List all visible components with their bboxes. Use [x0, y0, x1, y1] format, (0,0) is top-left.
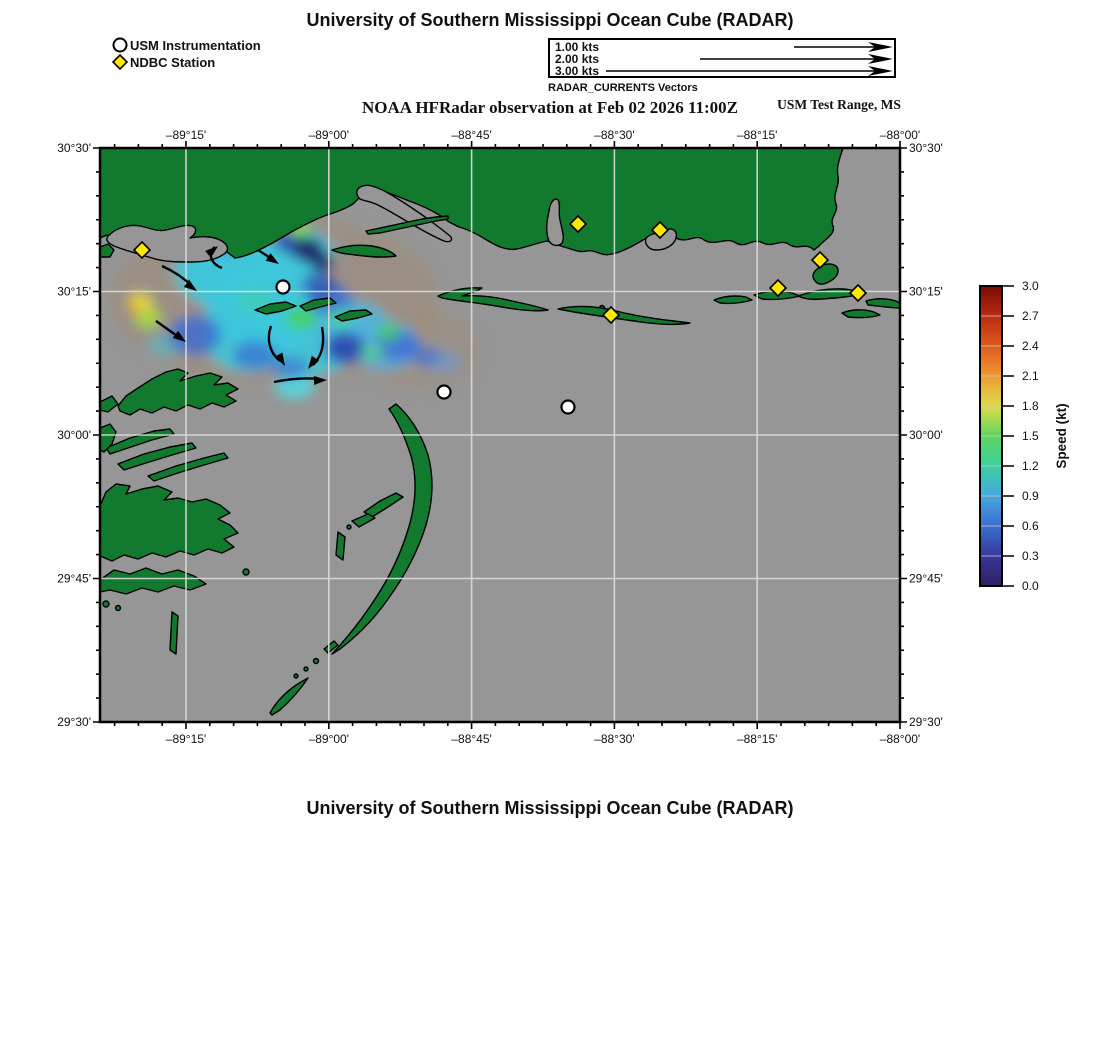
islet [170, 612, 178, 654]
cb-tick-label: 1.5 [1022, 429, 1039, 443]
islet [314, 659, 319, 664]
x-tick-label: –88°00' [879, 128, 921, 142]
cb-tick-label: 1.2 [1022, 459, 1039, 473]
y-tick-label: 29°45' [57, 571, 91, 586]
scale-row-3: 3.00 kts [555, 64, 600, 78]
region-label: USM Test Range, MS [777, 97, 901, 112]
y-tick-label: 30°15' [57, 284, 91, 299]
islet [336, 532, 345, 560]
x-tick-label: –88°15' [736, 128, 778, 142]
colorbar-tick-labels [1022, 279, 1039, 593]
cb-tick-label: 1.8 [1022, 399, 1039, 413]
x-tick-label: –88°30' [594, 732, 635, 746]
x-tick-label: –89°15' [165, 732, 207, 746]
islet [294, 674, 298, 678]
islet [304, 667, 308, 671]
x-tick-label: –88°15' [736, 732, 778, 746]
usm-instrument-marker [562, 401, 575, 414]
cb-tick-label: 0.0 [1022, 579, 1039, 593]
y-tick-label: 30°00' [909, 428, 943, 442]
bottom-title: University of Southern Mississippi Ocean Cube (RADAR) [306, 798, 794, 818]
islet [243, 569, 249, 575]
x-tick-label: –88°00' [879, 732, 921, 746]
cb-tick-label: 2.7 [1022, 309, 1039, 323]
legend-ndbc-label: NDBC Station [130, 55, 216, 70]
usm-instrument-marker [277, 281, 290, 294]
y-tick-label: 30°00' [57, 428, 91, 442]
x-tick-label: –88°30' [594, 128, 635, 142]
y-tick-label: 29°45' [909, 571, 943, 586]
top-title: University of Southern Mississippi Ocean Cube (RADAR) [306, 10, 794, 30]
usm-instrument-marker [438, 386, 451, 399]
cb-tick-label: 0.3 [1022, 549, 1039, 563]
colorbar [980, 279, 1069, 593]
cb-tick-label: 2.4 [1022, 339, 1039, 353]
x-tick-label: –88°45' [451, 128, 492, 142]
y-tick-label: 30°15' [909, 284, 943, 299]
x-tick-label: –89°00' [308, 732, 350, 746]
colorbar-ticks [1002, 286, 1014, 586]
y-tick-label: 29°30' [57, 715, 91, 729]
scale-row-1: 1.00 kts [555, 40, 600, 54]
scale-row-2: 2.00 kts [555, 52, 600, 66]
cb-tick-label: 3.0 [1022, 279, 1039, 293]
islet [116, 606, 121, 611]
islet [347, 525, 351, 529]
y-tick-label: 29°30' [909, 715, 943, 729]
map-subtitle: NOAA HFRadar observation at Feb 02 2026 11:00Z [361, 98, 739, 117]
colorbar-title: Speed (kt) [1054, 403, 1069, 469]
cb-tick-label: 2.1 [1022, 369, 1039, 383]
cb-tick-label: 0.9 [1022, 489, 1039, 503]
x-tick-label: –89°00' [308, 128, 350, 142]
x-tick-label: –88°45' [451, 732, 492, 746]
y-tick-label: 30°30' [57, 141, 91, 155]
y-tick-label: 30°30' [909, 141, 943, 155]
cb-tick-label: 0.6 [1022, 519, 1039, 533]
islet [103, 601, 109, 607]
x-tick-label: –89°15' [165, 128, 207, 142]
vector-scale-caption: RADAR_CURRENTS Vectors [548, 82, 698, 94]
legend-usm-label: USM Instrumentation [130, 38, 261, 53]
